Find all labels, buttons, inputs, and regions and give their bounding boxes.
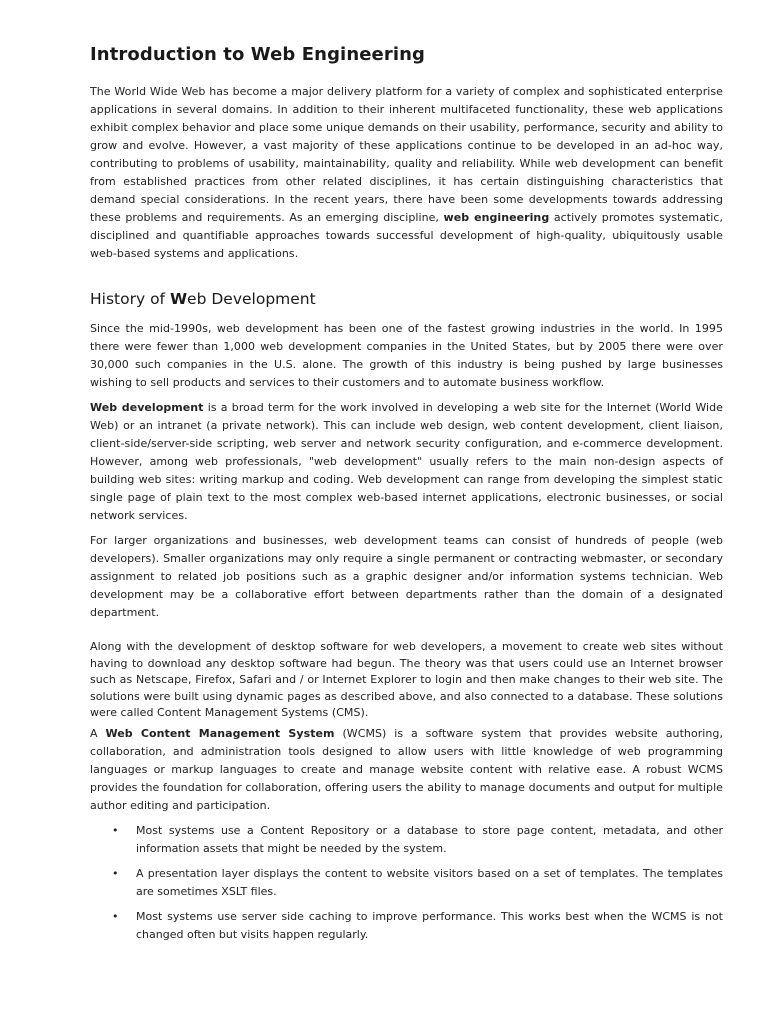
- history-paragraph-1: Since the mid-1990s, web development has been one of the fastest growing industries in the world. In 1995 there were fewer than 1,000 web development companies in the United States, but by 2005 there were over 30,000 such companies in the U.S. alone. The growth of this industry is being pushed by large businesses wishing to sell products and services to their customers and to automate business workflow.: [90, 322, 723, 389]
- list-item-text: A presentation layer displays the content to website visitors based on a set of templates. The templates are sometimes XSLT files.: [136, 867, 723, 898]
- bullet-icon: •: [112, 824, 119, 837]
- web-engineering-term: web engineering: [443, 211, 550, 224]
- web-development-term: Web development: [90, 401, 204, 414]
- web-development-text: is a broad term for the work involved in developing a web site for the Internet (World Wide Web) or an intranet (a private network). This can include web design, web content development, client liaison, client-side/server-side scripting, web server and network security configuration, and e-commerce development. However, among web professionals, "web development" usually refers to the main non-design aspects of building web sites: writing markup and coding. Web development can range from developing the simplest static single page of plain text to the most complex web-based internet applications, electronic businesses, or social network services.: [90, 401, 723, 522]
- cms-paragraph: Along with the development of desktop software for web developers, a movement to create web sites without having to download any desktop software had begun. The theory was that users could use an Internet browser such as Netscape, Firefox, Safari and / or Internet Explorer to login and then make changes to their web site. The solutions were built using dynamic pages as described above, and also connected to a database. These solutions were called Content Management Systems (CMS).: [90, 640, 723, 719]
- wcms-prefix: A: [90, 727, 106, 740]
- list-item: [90, 822, 723, 858]
- page-title: Introduction to Web Engineering: [90, 44, 426, 65]
- wcms-bullet-list: [90, 822, 723, 944]
- intro-text-start: The World Wide Web has become a major delivery platform for a variety of complex and sophisticated enterprise applications in several domains. In addition to their inherent multifaceted functionality, these web applications exhibit complex behavior and place some unique demands on their usability, performance, security and ability to grow and evolve. However, a vast majority of these applications continue to be developed in an ad-hoc way, contributing to problems of usability, maintainability, quality and reliability. While web development can benefit from established practices from other related disciplines, it has certain distinguishing characteristics that demand special considerations. In the recent years, there have been some developments towards addressing these problems and requirements. As an emerging discipline,: [90, 85, 723, 224]
- list-item: [90, 908, 723, 944]
- intro-text-end: actively promotes systematic, disciplined and quantifiable approaches towards successful development of high-quality, ubiquitously usable web-based systems and applications.: [90, 211, 723, 260]
- wcms-text: (WCMS) is a software system that provides website authoring, collaboration, and administration tools designed to allow users with little knowledge of web programming languages or markup languages to create and manage website content with relative ease. A robust WCMS provides the foundation for collaboration, offering users the ability to manage documents and output for multiple author editing and participation.: [90, 727, 724, 812]
- bullet-icon: •: [112, 867, 119, 880]
- bullet-icon: •: [112, 910, 119, 923]
- list-item-text: Most systems use server side caching to improve performance. This works best when the WCMS is not changed often but visits happen regularly.: [136, 910, 723, 941]
- list-item-text: Most systems use a Content Repository or a database to store page content, metadata, and other information assets that might be needed by the system.: [136, 824, 723, 855]
- history-heading-part2: W: [169, 290, 188, 308]
- wcms-paragraph: [90, 725, 723, 815]
- web-development-paragraph: [90, 399, 723, 525]
- list-item: [90, 865, 723, 901]
- organizations-paragraph: For larger organizations and businesses, web development teams can consist of hundreds of people (web developers). Smaller organizations may only require a single permanent or contracting webmaster, or secondary assignment to related job positions such as a graphic designer and/or information systems technician. Web development may be a collaborative effort between departments rather than the domain of a designated department.: [90, 534, 723, 619]
- history-heading: [90, 290, 316, 308]
- history-heading-part1: History of: [90, 290, 170, 308]
- intro-paragraph: [90, 83, 723, 263]
- wcms-term: Web Content Management System: [105, 727, 335, 740]
- history-heading-part3: eb Development: [187, 290, 316, 308]
